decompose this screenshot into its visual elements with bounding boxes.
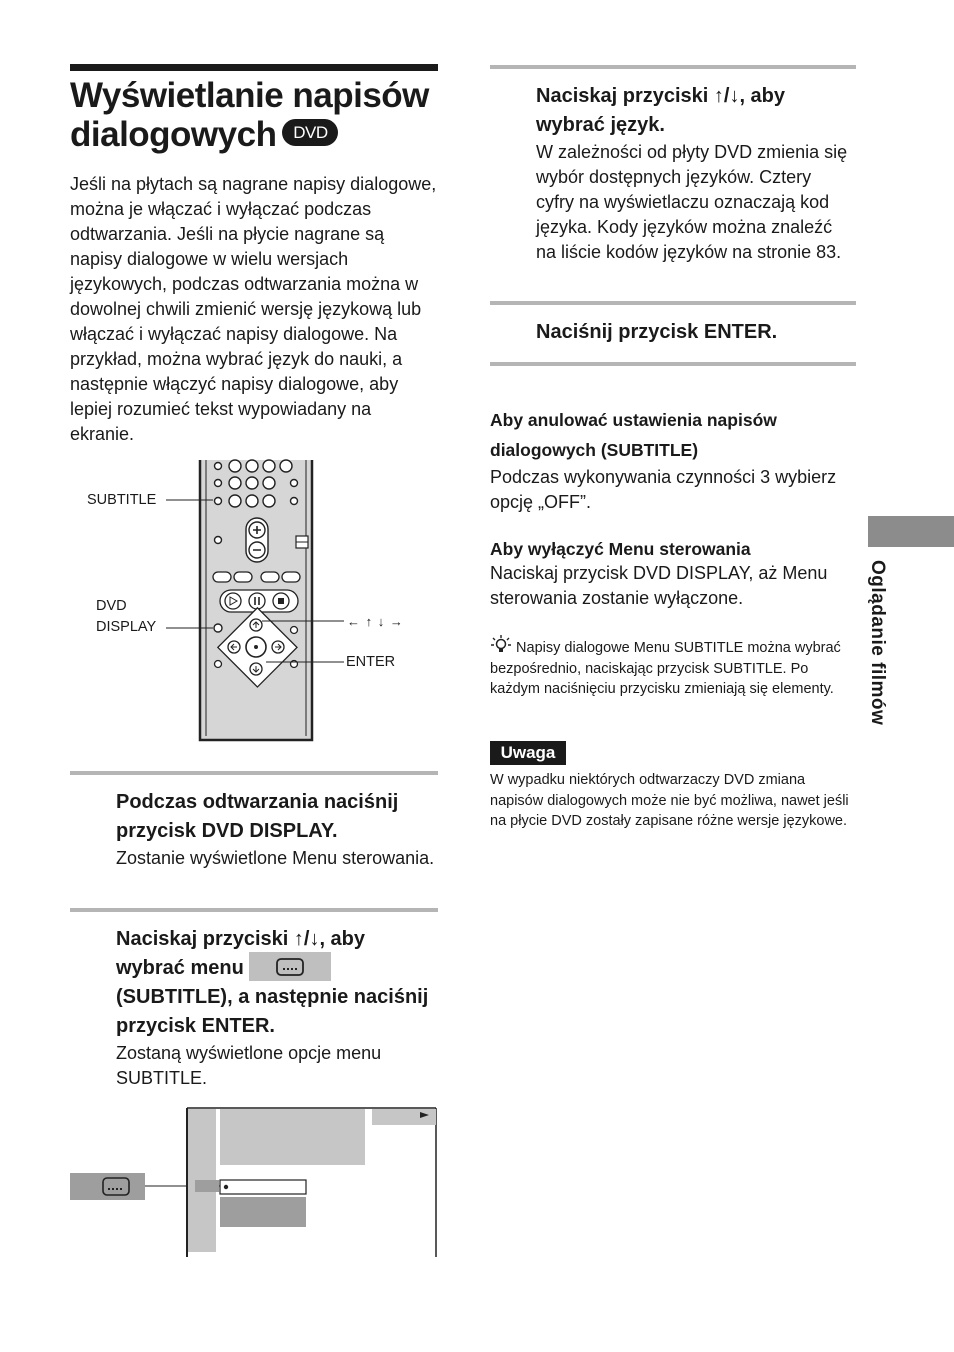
page-title-line2-wrap: [70, 115, 450, 154]
step3: [536, 82, 854, 265]
tip-bulb-icon: [490, 635, 512, 655]
step2-body: Zostaną wyświetlone opcje menu SUBTITLE.: [116, 1043, 382, 1089]
control-off-heading: Aby wyłączyć Menu sterowania: [490, 539, 751, 559]
subtitle-callout-label: SUBTITLE: [87, 492, 157, 508]
control-off-section: [490, 537, 854, 611]
step2-heading: [116, 925, 438, 1041]
note-label: Uwaga: [490, 741, 566, 765]
cancel-body: Podczas wykonywania czynności 3 wybierz opcję „OFF”.: [490, 467, 837, 512]
step4-bottom-rule: [490, 362, 856, 366]
control-off-body: Naciskaj przycisk DVD DISPLAY, aż Menu sterowania zostanie wyłączone.: [490, 563, 828, 608]
step2-rule: [70, 908, 438, 912]
step2-heading-a: Naciskaj przyciski ↑/↓, aby wybrać menu: [116, 928, 366, 979]
step2-heading-b: (SUBTITLE), a następnie naciśnij przycisk ENTER.: [116, 986, 429, 1038]
dvd-badge: DVD: [282, 119, 338, 146]
tip-section: [490, 635, 854, 700]
step1-heading: Podczas odtwarzania naciśnij przycisk DVD DISPLAY.: [116, 791, 399, 842]
page-title-line1: Wyświetlanie napisów: [70, 76, 429, 115]
tip-text: Napisy dialogowe Menu SUBTITLE można wybrać bezpośrednio, naciskając przycisk SUBTITLE. Po każdym naciśnięciu przycisku zmieniają się elementy.: [490, 640, 841, 697]
step4-rule: [490, 301, 856, 305]
step3-body: W zależności od płyty DVD zmienia się wybór dostępnych języków. Cztery cyfry na wyświetlaczu oznaczają kod języka. Kody języków można znaleźć na liście kodów języków na stronie 83.: [536, 142, 848, 262]
step3-rule: [490, 65, 856, 69]
cancel-section: [490, 405, 854, 515]
dvd-display-callout-label-1: DVD: [96, 598, 127, 614]
step3-heading: Naciskaj przyciski ↑/↓, aby wybrać język.: [536, 85, 786, 136]
dvd-display-callout-label-2: DISPLAY: [96, 619, 157, 635]
subtitle-menu-screen-illustration: [70, 1105, 440, 1260]
cancel-heading: Aby anulować ustawienia napisów dialogowych (SUBTITLE): [490, 410, 777, 460]
step1-rule: [70, 771, 438, 775]
subtitle-menu-chip: [249, 952, 331, 981]
step4-heading: Naciśnij przycisk ENTER.: [536, 321, 778, 343]
enter-callout-label: ENTER: [346, 654, 396, 670]
section-side-tab: [868, 516, 954, 547]
step1: [116, 788, 436, 871]
page-title: [70, 76, 450, 154]
intro-paragraph: Jeśli na płytach są nagrane napisy dialogowe, można je włączać i wyłączać podczas odtwarzania. Jeśli na płycie nagrane są napisy dialogowe w wielu wersjach językowych, podczas odtwarzania można w dowolnej chwili zmienić wersję językową lub włączać i wyłączać napisy dialogowe. Na przykład, można wybrać język do nauki, a następnie włączyć napisy dialogowe, aby lepiej rozumieć tekst wypowiadany na ekranie.: [70, 174, 437, 444]
title-rule: [70, 64, 438, 71]
page-title-line2: dialogowych: [70, 115, 277, 154]
arrows-callout-label: ← ↑ ↓ →: [347, 614, 404, 629]
section-side-label: Oglądanie filmów: [867, 560, 888, 726]
step1-body: Zostanie wyświetlone Menu sterowania.: [116, 848, 435, 868]
subtitle-menu-icon: [275, 956, 305, 978]
step2: [116, 925, 438, 1091]
note-body: W wypadku niektórych odtwarzaczy DVD zmiana napisów dialogowych może nie być możliwa, nawet jeśli na płycie DVD zostały zapisane różne wersje językowe.: [490, 772, 849, 829]
